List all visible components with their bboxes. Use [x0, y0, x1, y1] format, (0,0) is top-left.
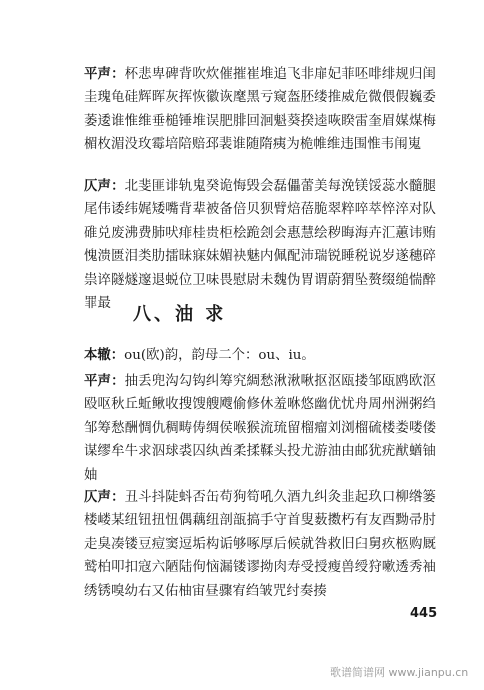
page-number: 445 [410, 606, 438, 621]
ping-sheng-label: 平声： [84, 67, 125, 82]
rhyme-text: ou(欧)韵，韵母二个：ou、iu。 [124, 348, 315, 363]
ze-sheng-characters: 丑斗抖陡蚪否缶苟狗笱吼久酒九纠灸韭起玖口柳绺篓楼嵝某纽钮扭忸偶藕纽剖瓿搞手守首叟薮擞朽有友酉黝帚肘走臭凑镂豆痘窦逗垢构诟够啄厚后候就咎救旧臼舅疚柩购厩鹫柏叩扣寇六陋陆佝恼漏镂谬拗肉寿受授瘦兽绶狩嗽透秀袖绣锈嗅幼右又佑柚宙昼骤宥绉皱咒纣奏揍 [84, 490, 436, 599]
ze-sheng-label: 仄声： [84, 179, 125, 194]
ping-sheng-characters: 杯悲卑碑背吹炊催摧崔堆追飞非扉妃菲呸啡绯规归闺圭瑰龟硅辉晖灰挥恢徽诙麾黑亏窥盔胚缕推威危微偎假巍委萎逶谁惟维垂槌锤堆误肥腓回洄魁葵揆逵咴睽雷奎眉媒煤梅楣枚湄没玫霉培陪赔邳裴谁随隋痍为桅帷维违围惟韦闱嵬 [84, 67, 436, 153]
section-heading: 八、油 求 [133, 304, 227, 325]
ping-sheng-label: 平声： [84, 374, 125, 389]
ping-sheng-paragraph-prev [84, 63, 436, 157]
watermark-text: 歌谱简谱网 www.jianpu.cn [330, 666, 469, 679]
ping-sheng-paragraph-you [84, 370, 436, 487]
rhyme-label: 本辙： [84, 348, 125, 363]
ze-sheng-paragraph-you [84, 486, 436, 603]
ze-sheng-characters: 北斐匪诽轨鬼癸诡悔毁会磊儡蕾美每浼镁馁蕊水髓腿尾伟诿纬娓矮嘴背辈被备倍贝狈臂焙蓓脆翠粹啐萃悴淬对队碓兑废沸费肺吠痱桂贵柜桧跪刽会惠慧绘秽晦海卉汇蕙讳贿愧溃匮泪类肋擂昧寐妹媚袂魅内佩配沛瑞锐睡税说岁遂穗碎祟谇隧燧邃退蜕位卫味畏慰尉未魏伪胃谓蔚猬坠赘缀缒惴醉罪最 [84, 179, 436, 312]
ze-sheng-paragraph-prev [84, 175, 436, 315]
rhyme-info [84, 344, 436, 367]
ze-sheng-label: 仄声： [84, 490, 125, 505]
ping-sheng-characters: 抽丢兜沟勾钩纠筹究綢愁湫湫啾抠沤瓯搂邹瓯鸥欧沤殴呕秋丘蚯鳅收搜馊艘飕偷修休羞咻悠幽优忧舟周州洲粥绉邹筹愁酬惆仇稠畴俦绸侯喉猴流琉留榴瘤刘浏榴硫楼娄喽偻谋缪牟牛求泅球裘囚纨酋柔揉鞣头投尤游油由邮犹疣猷蝤铀妯 [84, 374, 436, 483]
